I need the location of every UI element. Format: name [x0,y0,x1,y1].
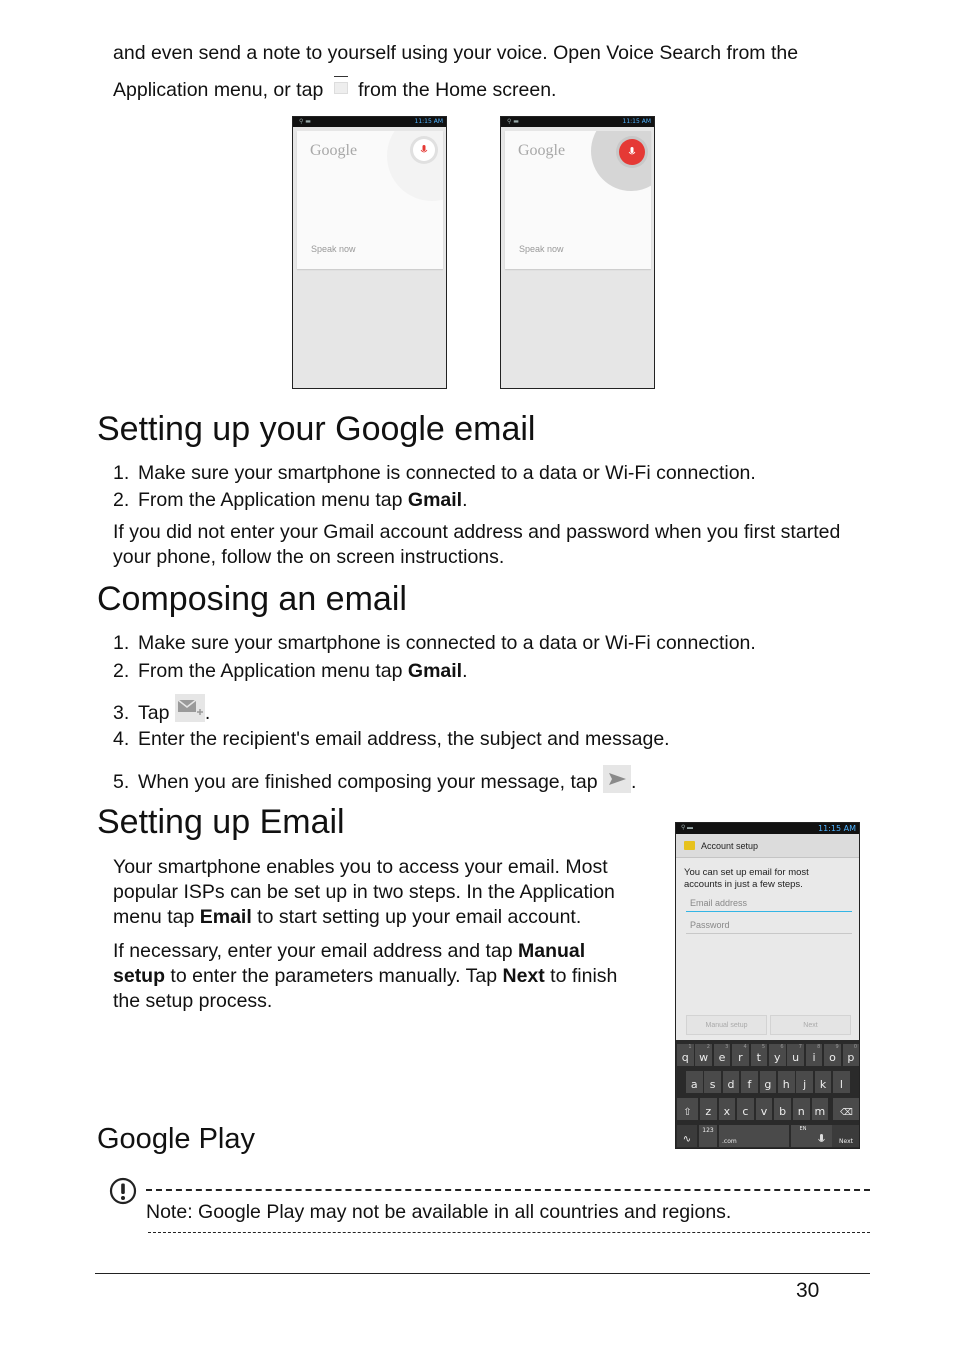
google-email-step-1: 1. Make sure your smartphone is connected to a data or Wi-Fi connection. [113,462,756,484]
key-b[interactable]: b [774,1098,791,1120]
key-p[interactable]: 0 p [843,1044,860,1066]
dotcom-key[interactable]: .com [719,1125,789,1147]
page-number: 30 [796,1279,820,1302]
key-y[interactable]: 6 y [769,1044,786,1066]
password-input[interactable]: Password [686,920,852,934]
language-key[interactable]: EN [791,1125,815,1147]
key-t[interactable]: 5 t [751,1044,768,1066]
status-icons: ⚲ ▬ [681,825,694,831]
email-para-2-line-3: the setup process. [113,990,273,1012]
email-para-2-line-1: If necessary, enter your email address and tap Manual [113,940,586,962]
email-address-input[interactable]: Email address [686,898,852,912]
compose-step-4: 4. Enter the recipient's email address, the subject and message. [113,728,670,750]
note-bottom-divider [148,1232,870,1233]
send-icon [603,765,631,793]
status-icons: ⚲ ▬ [507,118,519,125]
status-time: 11:15 AM [622,118,651,125]
intro-line-2a: Application menu, or tap [113,79,324,101]
key-g[interactable]: g [760,1071,777,1093]
google-email-para-line-1: If you did not enter your Gmail account address and password when you first started [113,521,841,543]
key-m[interactable]: m [812,1098,829,1120]
heading-setting-up-email: Setting up Email [97,803,345,841]
compose-step-5: 5. When you are finished composing your message, tap . [113,769,636,797]
key-k[interactable]: k [815,1071,832,1093]
voice-search-screenshot-idle [292,116,447,389]
intro-line-1: and even send a note to yourself using your voice. Open Voice Search from the [113,42,799,64]
voice-search-card [297,131,443,269]
google-logo: Google [518,142,566,159]
heading-google-email: Setting up your Google email [97,410,536,448]
key-q[interactable]: 1 q [677,1044,694,1066]
status-icons: ⚲ ▬ [299,118,311,125]
microphone-icon [628,147,636,157]
key-o[interactable]: 9 o [824,1044,841,1066]
key-a[interactable]: a [686,1071,703,1093]
microphone-icon [420,145,428,155]
account-setup-screenshot [675,822,860,1149]
account-setup-title: Account setup [701,841,759,851]
swype-key[interactable]: ∿ [677,1125,697,1147]
key-r[interactable]: 4 r [732,1044,749,1066]
key-u[interactable]: 7 u [787,1044,804,1066]
key-l[interactable]: l [833,1071,850,1093]
key-d[interactable]: d [723,1071,740,1093]
voice-search-icon [333,80,349,98]
on-screen-keyboard [676,1040,859,1149]
compose-step-2: 2. From the Application menu tap Gmail. [113,660,468,682]
email-para-1-line-1: Your smartphone enables you to access your email. Most [113,856,608,878]
account-setup-title-bar [676,834,859,858]
account-setup-intro: You can set up email for most accounts in just a few steps. [684,867,809,890]
key-j[interactable]: j [796,1071,813,1093]
intro-line-2 [113,78,556,103]
footer-rule [95,1273,870,1274]
key-v[interactable]: v [756,1098,773,1120]
warning-icon [109,1177,137,1205]
heading-google-play: Google Play [97,1123,255,1155]
google-email-step-2: 2. From the Application menu tap Gmail. [113,489,468,511]
key-z[interactable]: z [700,1098,717,1120]
symbols-key[interactable]: 123 [699,1125,717,1147]
speak-now-label: Speak now [311,244,356,254]
key-e[interactable]: 3 e [714,1044,731,1066]
status-bar [293,117,446,127]
voice-search-screenshot-listening [500,116,655,389]
status-time: 11:15 AM [818,824,856,833]
compose-step-3: 3. Tap . [113,700,210,728]
mic-button[interactable] [410,136,438,164]
key-x[interactable]: x [719,1098,736,1120]
key-c[interactable]: c [737,1098,754,1120]
compose-mail-icon [175,694,205,722]
shift-key[interactable]: ⇧ [677,1098,698,1120]
manual-setup-button[interactable]: Manual setup [686,1015,767,1035]
backspace-key[interactable]: ⌫ [833,1098,860,1120]
status-bar [501,117,654,127]
next-button[interactable]: Next [770,1015,851,1035]
key-f[interactable]: f [741,1071,758,1093]
status-bar [676,823,859,834]
key-n[interactable]: n [793,1098,810,1120]
key-h[interactable]: h [778,1071,795,1093]
speak-now-label: Speak now [519,244,564,254]
intro-line-2b: from the Home screen. [358,79,557,101]
next-key[interactable]: Next [832,1125,860,1147]
microphone-icon [818,1134,825,1145]
email-para-1-line-3: menu tap Email to start setting up your email account. [113,906,582,928]
google-email-para-line-2: your phone, follow the on screen instructions. [113,546,505,568]
mic-button[interactable] [616,136,648,168]
note-top-divider [146,1189,870,1191]
key-i[interactable]: 8 i [806,1044,823,1066]
email-para-2-line-2: setup to enter the parameters manually. Tap Next to finish [113,965,618,987]
key-s[interactable]: s [704,1071,721,1093]
email-app-icon [684,841,695,850]
google-logo: Google [310,142,358,159]
heading-compose: Composing an email [97,580,407,618]
status-time: 11:15 AM [414,118,443,125]
note-text: Note: Google Play may not be available in all countries and regions. [146,1201,732,1223]
voice-search-card [505,131,651,269]
mic-key[interactable] [812,1125,830,1147]
key-w[interactable]: 2 w [695,1044,712,1066]
compose-step-1: 1. Make sure your smartphone is connected to a data or Wi-Fi connection. [113,632,756,654]
email-para-1-line-2: popular ISPs can be set up in two steps. In the Application [113,881,615,903]
